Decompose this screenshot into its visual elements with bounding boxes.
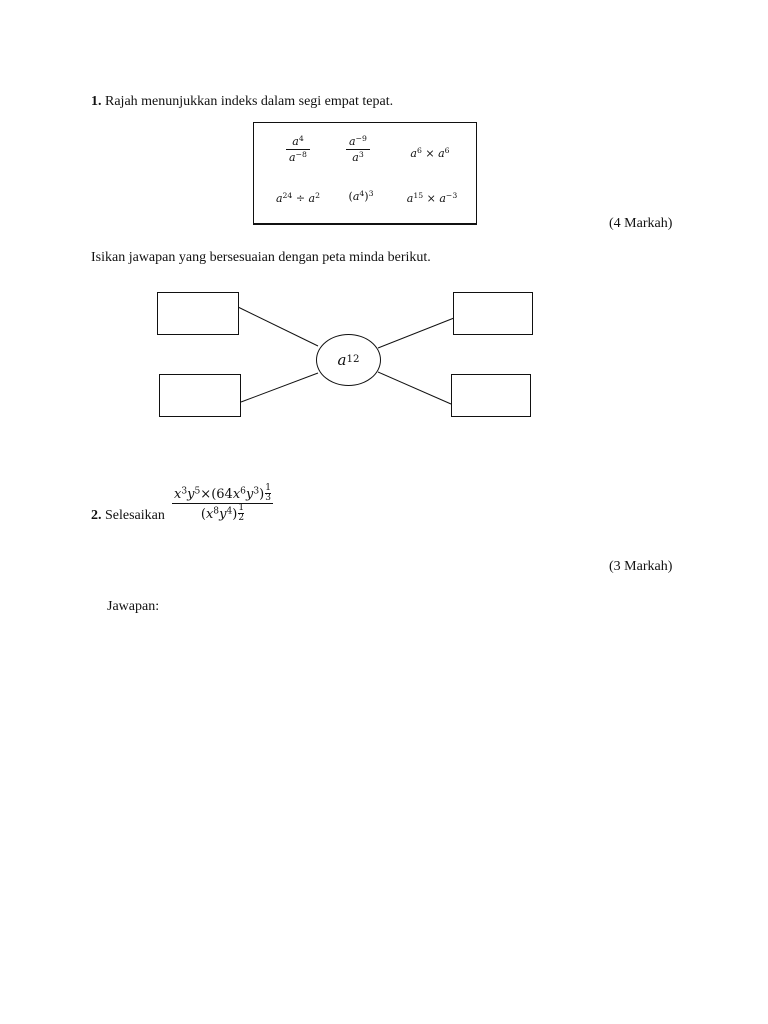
mind-map-instruction: Isikan jawapan yang bersesuaian dengan peta minda berikut.	[91, 250, 431, 265]
connector-bottom-right	[378, 372, 451, 404]
index-cell-4: $a^{24} \div a^2$	[275, 191, 321, 205]
question-2-expression	[172, 484, 273, 523]
mind-map-answer-box-bottom-left[interactable]	[159, 374, 241, 417]
index-cell-3: $a^6 \times a^6$	[410, 146, 450, 160]
expression-denominator: $(x^8y^4)$ $\frac{1}{2}$	[200, 503, 245, 523]
index-cell-2: $\frac{a^{-9}}{a^3}$	[336, 135, 380, 164]
mind-map-answer-box-top-left[interactable]	[157, 292, 239, 335]
connector-top-left	[238, 307, 318, 346]
answer-area[interactable]	[91, 625, 681, 985]
question-1-marks: (4 Markah)	[609, 216, 673, 231]
question-2-marks: (3 Markah)	[609, 559, 673, 574]
question-2-heading	[91, 507, 165, 525]
question-2-prompt: Selesaikan	[105, 508, 165, 523]
index-cell-1: $\frac{a^4}{a^{-8}}$	[276, 135, 320, 164]
mind-map-answer-box-bottom-right[interactable]	[451, 374, 531, 417]
question-2-number: 2.	[91, 508, 102, 523]
index-cell-5: $(a^4)^3$	[348, 189, 374, 203]
mind-map-answer-box-top-right[interactable]	[453, 292, 533, 335]
question-1-number: 1.	[91, 94, 102, 109]
answer-label: Jawapan:	[107, 599, 160, 614]
index-cell-6: $a^{15} \times a^{-3}$	[406, 191, 458, 205]
expression-numerator: $x^3y^5\times(64x^6y^3)$ $\frac{1}{3}$	[174, 483, 271, 503]
connector-top-right	[378, 318, 454, 348]
mind-map-center: a 12	[316, 334, 381, 386]
question-1-prompt: Rajah menunjukkan indeks dalam segi empat tepat.	[105, 94, 394, 109]
connector-bottom-left	[241, 373, 318, 402]
